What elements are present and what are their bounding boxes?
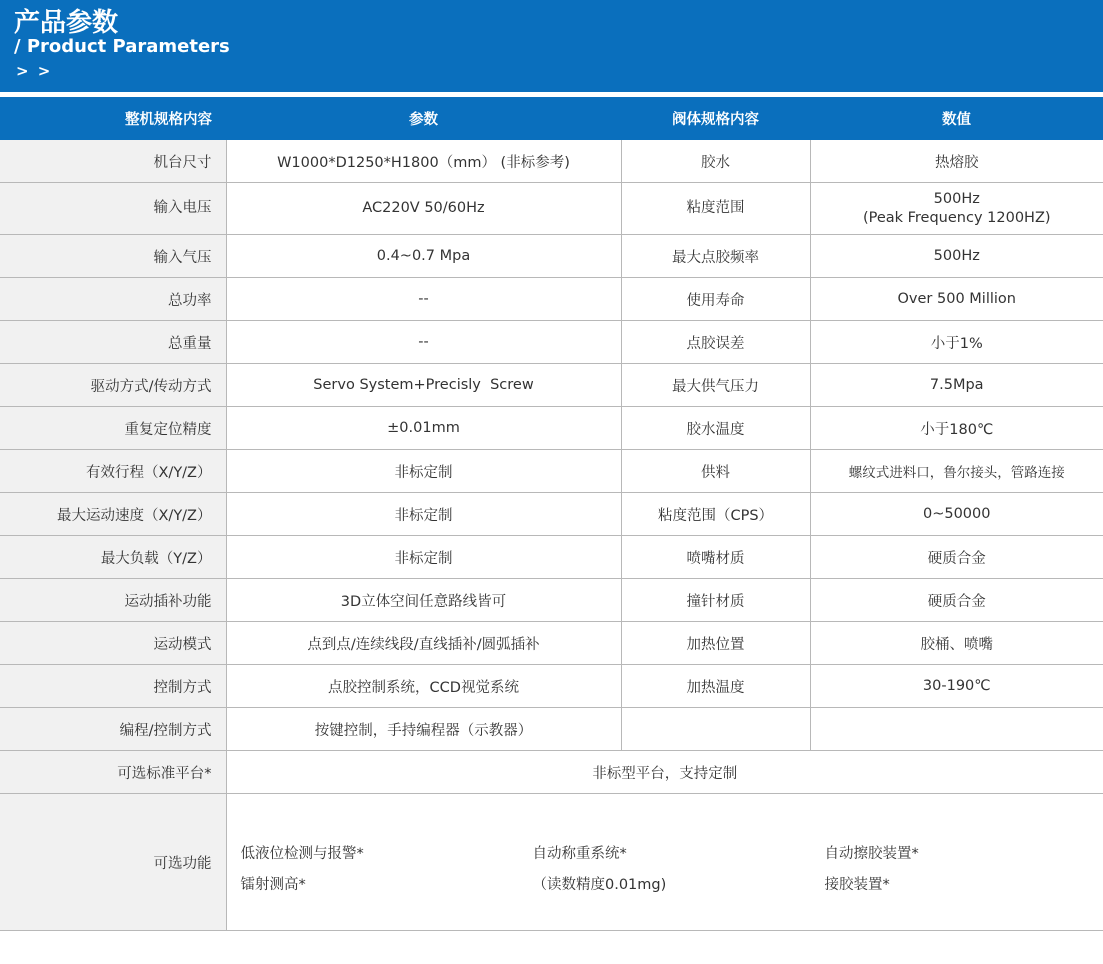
- platform-row: [0, 751, 1103, 794]
- row-value: 非标定制: [226, 450, 621, 493]
- valve-label: 点胶误差: [621, 321, 810, 364]
- table-row: [0, 183, 1103, 235]
- row-label: 输入气压: [0, 235, 226, 278]
- row-label: 机台尺寸: [0, 140, 226, 183]
- table-row: [0, 321, 1103, 364]
- valve-label: 供料: [621, 450, 810, 493]
- table-row: [0, 450, 1103, 493]
- header-value: 数值: [810, 97, 1103, 140]
- optional-features-row: [0, 794, 1103, 931]
- row-label: 最大负载（Y/Z）: [0, 536, 226, 579]
- header-valve-spec: 阀体规格内容: [621, 97, 810, 140]
- option-item: 低液位检测与报警*: [240, 846, 364, 862]
- table-row: [0, 278, 1103, 321]
- table-row: [0, 579, 1103, 622]
- valve-value: 硬质合金: [810, 536, 1103, 579]
- row-label: 编程/控制方式: [0, 708, 226, 751]
- valve-value: 7.5Mpa: [810, 364, 1103, 407]
- row-value: 3D立体空间任意路线皆可: [226, 579, 621, 622]
- title-banner: [0, 0, 1103, 92]
- optional-features-label: 可选功能: [0, 794, 226, 931]
- row-value: --: [226, 278, 621, 321]
- table-row: [0, 536, 1103, 579]
- table-row: [0, 407, 1103, 450]
- header-parameter: 参数: [226, 97, 621, 140]
- row-label: 重复定位精度: [0, 407, 226, 450]
- valve-label: 加热位置: [621, 622, 810, 665]
- valve-value: 0~50000: [810, 493, 1103, 536]
- valve-label: [621, 708, 810, 751]
- row-label: 输入电压: [0, 183, 226, 235]
- row-value: Servo System+Precisly Screw: [226, 364, 621, 407]
- option-item: 接胶装置*: [824, 877, 890, 893]
- parameter-table: [0, 97, 1103, 931]
- valve-value-line-2: (Peak Frequency 1200HZ): [862, 209, 1051, 226]
- valve-value: Over 500 Million: [810, 278, 1103, 321]
- valve-value: 小于1%: [810, 321, 1103, 364]
- valve-value: [810, 183, 1103, 235]
- valve-label: 胶水: [621, 140, 810, 183]
- valve-label: 使用寿命: [621, 278, 810, 321]
- table-row: [0, 708, 1103, 751]
- valve-label: 最大点胶频率: [621, 235, 810, 278]
- row-label: 有效行程（X/Y/Z）: [0, 450, 226, 493]
- chevron-double-right-icon: > >: [16, 62, 53, 80]
- row-value: ±0.01mm: [226, 407, 621, 450]
- valve-label: 加热温度: [621, 665, 810, 708]
- row-label: 驱动方式/传动方式: [0, 364, 226, 407]
- valve-value: 胶桶、喷嘴: [810, 622, 1103, 665]
- row-label: 总功率: [0, 278, 226, 321]
- valve-label: 喷嘴材质: [621, 536, 810, 579]
- page-subtitle: / Product Parameters: [14, 36, 230, 57]
- header-machine-spec: 整机规格内容: [0, 97, 226, 140]
- table-row: [0, 140, 1103, 183]
- valve-value: 500Hz: [810, 235, 1103, 278]
- row-label: 运动模式: [0, 622, 226, 665]
- valve-value: 30-190℃: [810, 665, 1103, 708]
- valve-label: 粘度范围: [621, 183, 810, 235]
- row-value: 点到点/连续线段/直线插补/圆弧插补: [226, 622, 621, 665]
- table-row: [0, 665, 1103, 708]
- row-label: 最大运动速度（X/Y/Z）: [0, 493, 226, 536]
- platform-label: 可选标准平台*: [0, 751, 226, 794]
- valve-value: [810, 708, 1103, 751]
- row-value: --: [226, 321, 621, 364]
- platform-value: 非标型平台，支持定制: [226, 751, 1103, 794]
- valve-label: 粘度范围（CPS）: [621, 493, 810, 536]
- valve-label: 最大供气压力: [621, 364, 810, 407]
- table-row: [0, 622, 1103, 665]
- option-item: 自动称重系统*: [532, 846, 627, 862]
- optional-features-cell: [226, 794, 1103, 931]
- row-value: W1000*D1250*H1800（mm） (非标参考): [226, 140, 621, 183]
- table-row: [0, 364, 1103, 407]
- row-value: 点胶控制系统，CCD视觉系统: [226, 665, 621, 708]
- valve-label: 撞针材质: [621, 579, 810, 622]
- table-row: [0, 235, 1103, 278]
- optional-features-grid: [233, 842, 1098, 894]
- table-header-row: [0, 97, 1103, 140]
- page-title: 产品参数: [14, 8, 119, 38]
- option-item: 镭射测高*: [240, 877, 306, 893]
- table-row: [0, 493, 1103, 536]
- valve-value: 小于180℃: [810, 407, 1103, 450]
- valve-value: 螺纹式进料口，鲁尔接头，管路连接: [810, 450, 1103, 493]
- option-item: 自动擦胶装置*: [824, 846, 919, 862]
- row-value: 非标定制: [226, 493, 621, 536]
- valve-value-line-1: 500Hz: [933, 190, 980, 207]
- row-label: 控制方式: [0, 665, 226, 708]
- row-value: AC220V 50/60Hz: [226, 183, 621, 235]
- row-label: 总重量: [0, 321, 226, 364]
- row-value: 0.4~0.7 Mpa: [226, 235, 621, 278]
- valve-value: 热熔胶: [810, 140, 1103, 183]
- valve-label: 胶水温度: [621, 407, 810, 450]
- row-value: 非标定制: [226, 536, 621, 579]
- row-label: 运动插补功能: [0, 579, 226, 622]
- valve-value: 硬质合金: [810, 579, 1103, 622]
- option-item: （读数精度0.01mg): [532, 877, 667, 893]
- row-value: 按键控制，手持编程器（示教器）: [226, 708, 621, 751]
